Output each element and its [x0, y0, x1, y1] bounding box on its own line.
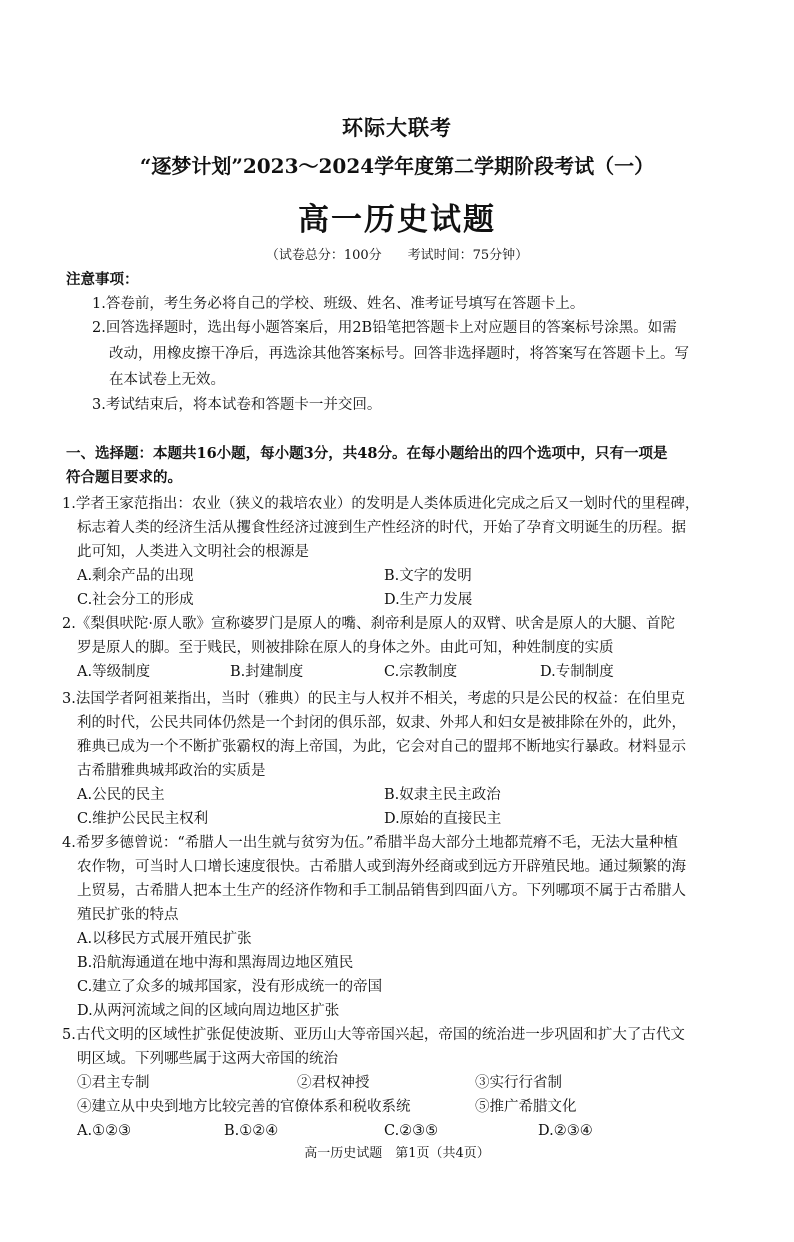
- question-1-option-d: D.生产力发展: [384, 592, 473, 608]
- exam-info: （试卷总分：100分 考试时间：75分钟）: [265, 248, 529, 263]
- question-5-option-c: C.②③⑤: [384, 1123, 439, 1139]
- question-2-stem: 2.《梨俱吠陀·原人歌》宣称婆罗门是原人的嘴、刹帝利是原人的双臂、吠舍是原人的大腿、首陀: [62, 616, 675, 632]
- question-4-option-a: A.以移民方式展开殖民扩张: [77, 931, 252, 947]
- question-3-option-b: B.奴隶主民主政治: [384, 787, 501, 803]
- notice-item: 3.考试结束后，将本试卷和答题卡一并交回。: [92, 397, 382, 413]
- question-3-option-c: C.维护公民民主权利: [77, 811, 209, 827]
- question-1-option-b: B.文字的发明: [384, 568, 472, 584]
- question-3-option-d: D.原始的直接民主: [384, 811, 502, 827]
- notice-title: 注意事项：: [66, 271, 139, 288]
- question-5-option-b: B.①②④: [224, 1123, 279, 1139]
- subject-title: 高一历史试题: [298, 202, 496, 238]
- question-3-stem: 古希腊雅典城邦政治的实质是: [77, 763, 266, 779]
- section-heading-cont: 符合题目要求的。: [66, 469, 182, 486]
- question-1-option-a: A.剩余产品的出现: [77, 568, 194, 584]
- question-2-stem: 罗是原人的脚。至于贱民，则被排除在原人的身体之外。由此可知，种姓制度的实质: [77, 640, 614, 656]
- question-4-option-d: D.从两河流域之间的区域向周边地区扩张: [77, 1003, 340, 1019]
- notice-item: 2.回答选择题时，选出每小题答案后，用2B铅笔把答题卡上对应题目的答案标号涂黑。如需: [92, 320, 677, 336]
- exam-title: “逐梦计划”2023～2024学年度第二学期阶段考试（一）: [139, 154, 655, 178]
- question-5-item-1: ①君主专制: [77, 1075, 150, 1091]
- question-5-item-2: ②君权神授: [297, 1075, 370, 1091]
- question-5-item-4: ④建立从中央到地方比较完善的官僚体系和税收系统: [77, 1099, 411, 1115]
- question-5-stem: 5.古代文明的区域性扩张促使波斯、亚历山大等帝国兴起，帝国的统治进一步巩固和扩大了古代文: [62, 1027, 685, 1043]
- question-1-stem: 标志着人类的经济生活从攫食性经济过渡到生产性经济的时代，开始了孕育文明诞生的历程。据: [77, 520, 686, 536]
- question-5-item-5: ⑤推广希腊文化: [475, 1099, 577, 1115]
- question-2-option-d: D.专制制度: [540, 664, 614, 680]
- question-1-stem: 此可知，人类进入文明社会的根源是: [77, 544, 309, 560]
- question-3-option-a: A.公民的民主: [77, 787, 165, 803]
- exam-org: 环际大联考: [342, 115, 452, 140]
- question-4-stem: 4.希罗多德曾说：“希腊人一出生就与贫穷为伍。”希腊半岛大部分土地都荒瘠不毛，无法大量种植: [62, 835, 678, 851]
- question-4-stem: 上贸易，古希腊人把本土生产的经济作物和手工制品销售到四面八方。下列哪项不属于古希腊人: [77, 883, 686, 899]
- question-5-stem: 明区域。下列哪些属于这两大帝国的统治: [77, 1051, 338, 1067]
- question-2-option-c: C.宗教制度: [384, 664, 458, 680]
- question-4-stem: 殖民扩张的特点: [77, 907, 179, 923]
- question-5-option-d: D.②③④: [538, 1123, 593, 1139]
- notice-item: 改动，用橡皮擦干净后，再选涂其他答案标号。回答非选择题时，将答案写在答题卡上。写: [109, 346, 689, 362]
- question-1-stem: 1.学者王家范指出：农业（狭义的栽培农业）的发明是人类体质进化完成之后又一划时代的里程碑，: [62, 496, 700, 512]
- section-heading: 一、选择题：本题共16小题，每小题3分，共48分。在每小题给出的四个选项中，只有一项是: [66, 445, 668, 462]
- notice-item: 在本试卷上无效。: [109, 372, 225, 388]
- question-2-option-b: B.封建制度: [230, 664, 304, 680]
- page-footer: 高一历史试题 第1页（共4页）: [304, 1146, 490, 1161]
- notice-item: 1.答卷前，考生务必将自己的学校、班级、姓名、准考证号填写在答题卡上。: [92, 296, 585, 312]
- question-4-stem: 农作物，可当时人口增长速度很快。古希腊人或到海外经商或到远方开辟殖民地。通过频繁的海: [77, 859, 686, 875]
- question-5-option-a: A.①②③: [77, 1123, 132, 1139]
- question-4-option-b: B.沿航海通道在地中海和黑海周边地区殖民: [77, 955, 354, 971]
- question-3-stem: 3.法国学者阿祖莱指出，当时（雅典）的民主与人权并不相关，考虑的只是公民的权益：在伯里克: [62, 691, 685, 707]
- question-1-option-c: C.社会分工的形成: [77, 592, 194, 608]
- question-3-stem: 雅典已成为一个不断扩张霸权的海上帝国，为此，它会对自己的盟邦不断地实行暴政。材料显示: [77, 739, 686, 755]
- question-4-option-c: C.建立了众多的城邦国家，没有形成统一的帝国: [77, 979, 383, 995]
- question-3-stem: 利的时代，公民共同体仍然是一个封闭的俱乐部，奴隶、外邦人和妇女是被排除在外的，此外，: [77, 715, 686, 731]
- question-2-option-a: A.等级制度: [77, 664, 151, 680]
- question-5-item-3: ③实行行省制: [475, 1075, 562, 1091]
